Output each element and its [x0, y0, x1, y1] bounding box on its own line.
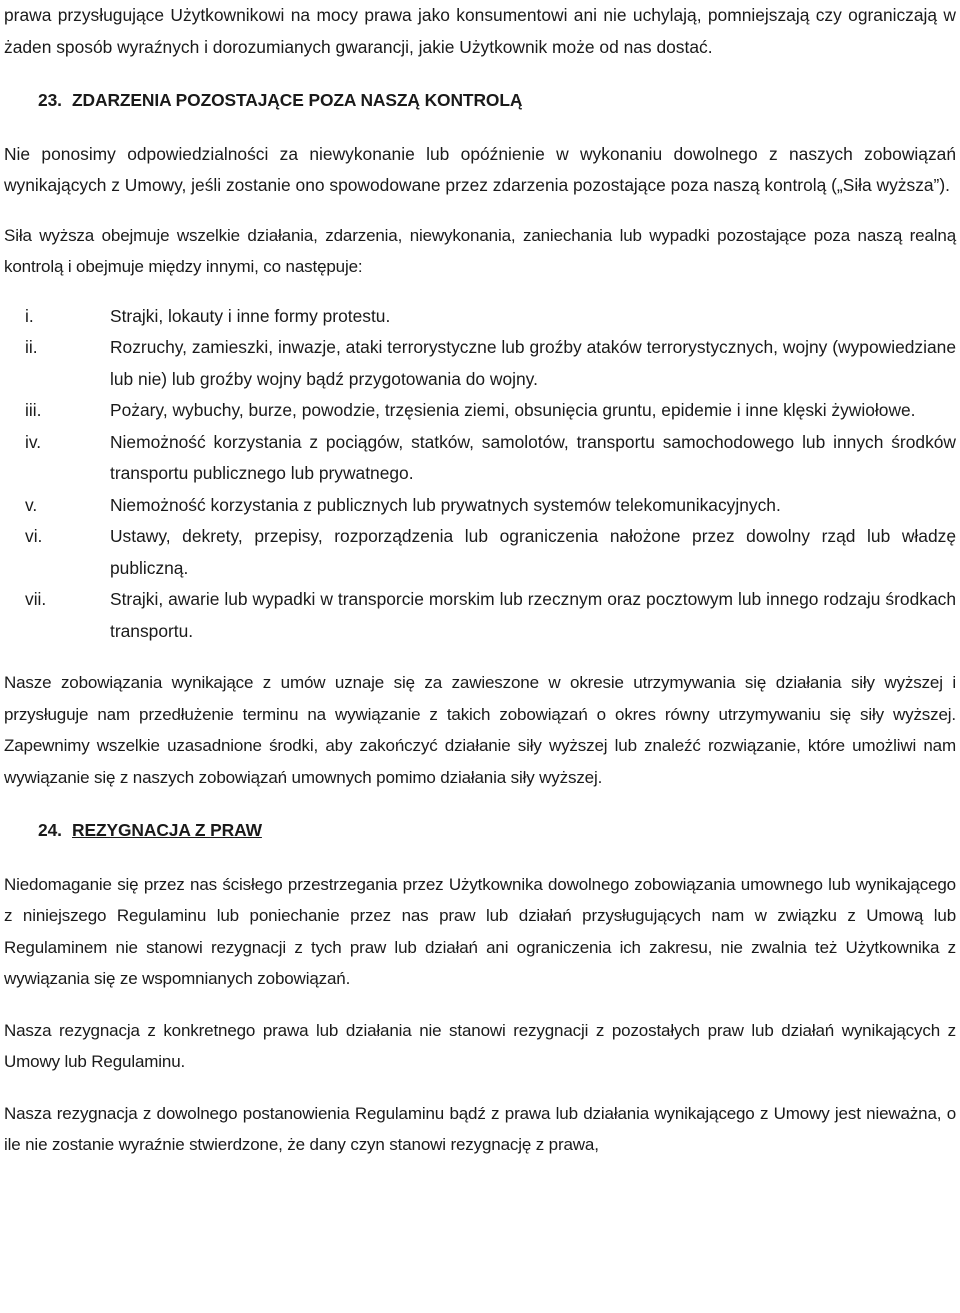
section-23-paragraph-2: Siła wyższa obejmuje wszelkie działania, zdarzenia, niewykonania, zaniechania lub wypadki pozostające poza naszą realną kontrolą i obejmuje między innymi, co następuje:	[4, 225, 956, 276]
list-item-text: Strajki, lokauty i inne formy protestu.	[110, 305, 391, 326]
list-item-number: iv.	[25, 431, 42, 452]
section-23-number: 23.	[38, 90, 62, 110]
section-23-paragraph-3: Nasze zobowiązania wynikające z umów uznaje się za zawieszone w okresie utrzymywania się działania siły wyższej i przysługuje nam przedłużenie terminu na wywiązanie z takich zobowiązań o okres równy utrzymywaniu się siły wyższej. Zapewnimy wszelkie uzasadnione środki, aby zakończyć działanie siły wyższej lub znaleźć rozwiązanie, które umożliwi nam wywiązanie się z naszych zobowiązań umownych pomimo działania siły wyższej.	[4, 673, 956, 787]
list-item-number: iii.	[25, 400, 42, 420]
list-item-text: Rozruchy, zamieszki, inwazje, ataki terrorystyczne lub groźby ataków terrorystycznych, wojny (wypowiedziane lub nie) lub groźby wojny bądź przygotowania do wojny.	[110, 337, 956, 389]
list-item	[4, 395, 956, 427]
section-23-heading	[4, 85, 956, 117]
intro-paragraph: prawa przysługujące Użytkownikowi na mocy prawa jako konsumentowi ani nie uchylają, pomniejszają czy ograniczają w żaden sposób wyraźnych i dorozumianych gwarancji, jakie Użytkownik może od nas dostać.	[4, 5, 956, 57]
list-item	[4, 427, 956, 490]
section-24-title: REZYGNACJA Z PRAW	[72, 820, 262, 840]
section-23-paragraph-1: Nie ponosimy odpowiedzialności za niewykonanie lub opóźnienie w wykonaniu dowolnego z naszych zobowiązań wynikających z Umowy, jeśli zostanie ono spowodowane przez zdarzenia pozostające poza naszą kontrolą („Siła wyższa”).	[4, 143, 956, 195]
list-item	[4, 584, 956, 647]
section-24-paragraph-2: Nasza rezygnacja z konkretnego prawa lub działania nie stanowi rezygnacji z pozostałych praw lub działań wynikających z Umowy lub Regulaminu.	[4, 1020, 956, 1071]
section-24-number: 24.	[38, 820, 62, 840]
list-item	[4, 301, 956, 333]
list-item-text: Pożary, wybuchy, burze, powodzie, trzęsienia ziemi, obsunięcia gruntu, epidemie i inne klęski żywiołowe.	[110, 400, 916, 420]
list-item-text: Niemożność korzystania z pociągów, statków, samolotów, transportu samochodowego lub innych środków transportu publicznego lub prywatnego.	[110, 431, 956, 483]
force-majeure-list	[4, 301, 956, 648]
list-item	[4, 490, 956, 522]
list-item-number: ii.	[25, 337, 38, 357]
list-item-number: vi.	[25, 526, 43, 546]
document-page	[4, 0, 956, 1161]
list-item-text: Ustawy, dekrety, przepisy, rozporządzenia lub ograniczenia nałożone przez dowolny rząd lub władzę publiczną.	[110, 526, 956, 578]
list-item-number: vii.	[25, 589, 47, 609]
list-item-number: v.	[25, 494, 38, 515]
list-item-number: i.	[25, 305, 34, 326]
section-24-paragraph-3: Nasza rezygnacja z dowolnego postanowienia Regulaminu bądź z prawa lub działania wynikającego z Umowy jest nieważna, o ile nie zostanie wyraźnie stwierdzone, że dany czyn stanowi rezygnację z prawa,	[4, 1103, 956, 1154]
list-item	[4, 521, 956, 584]
section-24-heading	[4, 815, 956, 847]
section-23-title: ZDARZENIA POZOSTAJĄCE POZA NASZĄ KONTROLĄ	[72, 90, 523, 110]
list-item-text: Niemożność korzystania z publicznych lub prywatnych systemów telekomunikacyjnych.	[110, 494, 781, 515]
section-24-paragraph-1: Niedomaganie się przez nas ścisłego przestrzegania przez Użytkownika dowolnego zobowiązania umownego lub wynikającego z niniejszego Regulaminu lub poniechanie przez nas praw lub działań przysługujących nam w związku z Umową lub Regulaminem nie stanowi rezygnacji z tych praw lub działań ani ograniczenia ich zakresu, nie zwalnia też Użytkownika z wywiązania się ze wspomnianych zobowiązań.	[4, 874, 956, 988]
list-item	[4, 332, 956, 395]
list-item-text: Strajki, awarie lub wypadki w transporcie morskim lub rzecznym oraz pocztowym lub innego rodzaju środkach transportu.	[110, 589, 956, 641]
